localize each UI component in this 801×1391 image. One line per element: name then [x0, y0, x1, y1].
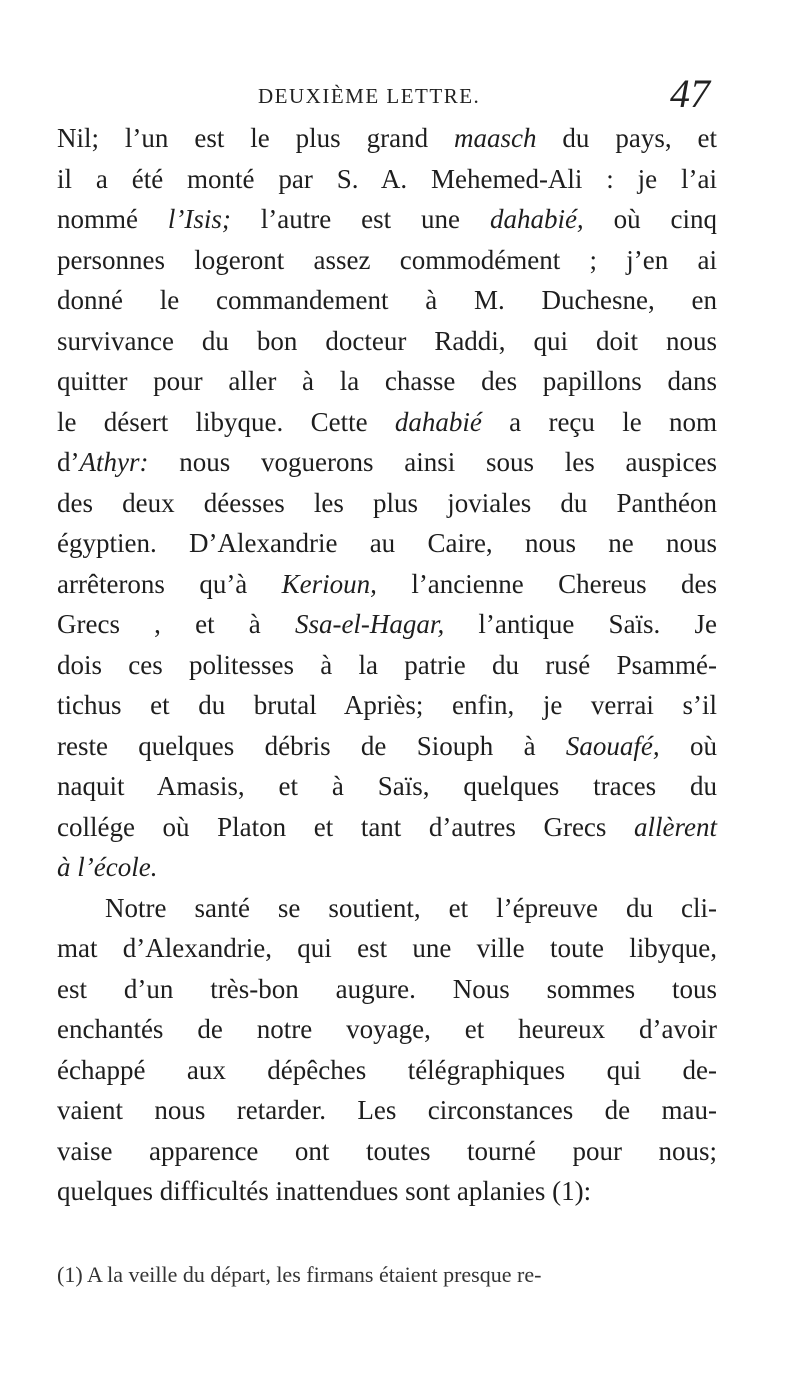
text-run: vaient nous retarder. Les circonstances de mau-	[57, 1095, 717, 1125]
text-run: il a été monté par S. A. Mehemed-Ali : je l’ai	[57, 163, 717, 194]
text-run: mat d’Alexandrie, qui est une ville toute libyque,	[57, 933, 717, 963]
text-line	[57, 847, 717, 888]
text-line	[57, 564, 717, 605]
text-line	[57, 118, 717, 159]
text-run: enchantés de notre voyage, et heureux d’avoir	[57, 1014, 717, 1044]
italic-text: Ssa-el-Hagar,	[294, 609, 445, 639]
text-line	[57, 928, 717, 969]
text-line	[57, 1050, 717, 1091]
italic-text: maasch	[454, 123, 537, 153]
italic-text: l’Isis;	[167, 204, 231, 234]
text-run: collége où Platon et tant d’autres Grecs	[57, 811, 635, 842]
italic-text: Saouafé,	[565, 730, 660, 761]
text-run: le désert libyque. Cette	[57, 406, 395, 437]
text-line	[57, 402, 717, 443]
text-run: survivance du bon docteur Raddi, qui doit nous	[57, 325, 717, 356]
text-run: naquit Amasis, et à Saïs, quelques traces du	[57, 771, 717, 801]
text-run: quitter pour aller à la chasse des papillons dans	[57, 366, 717, 396]
text-run: donné le commandement à M. Duchesne, en	[57, 285, 717, 315]
italic-text: dahabié,	[489, 204, 584, 234]
text-line	[57, 442, 717, 483]
text-line	[57, 483, 717, 524]
text-run: nous voguerons ainsi sous les auspices	[148, 447, 717, 477]
text-line	[57, 361, 717, 402]
text-run: où	[659, 730, 718, 761]
text-run: quelques difficultés inattendues sont aplanies (1):	[57, 1176, 592, 1206]
text-line	[57, 1131, 717, 1172]
text-run: d’	[57, 447, 80, 477]
italic-text: Kerioun,	[281, 568, 377, 599]
text-run: l’autre est une	[230, 204, 490, 234]
text-run: du pays, et	[536, 123, 717, 153]
italic-text: Athyr:	[79, 447, 149, 477]
text-line	[57, 604, 717, 645]
text-run: l’antique Saïs. Je	[444, 609, 717, 639]
text-run: égyptien. D’Alexandrie au Caire, nous ne nous	[57, 528, 717, 558]
italic-text: allèrent	[634, 811, 717, 842]
text-run: Grecs , et à	[57, 609, 295, 639]
text-line	[57, 159, 717, 200]
text-line	[57, 321, 717, 362]
text-run: vaise apparence ont toutes tourné pour nous;	[57, 1135, 717, 1166]
text-run: reste quelques débris de Siouph à	[57, 730, 566, 761]
text-run: dois ces politesses à la patrie du rusé Psammé-	[57, 649, 717, 680]
running-title: DEUXIÈME LETTRE.	[258, 84, 481, 108]
text-run: où cinq	[583, 204, 717, 234]
text-run: échappé aux dépêches télégraphiques qui de-	[57, 1054, 717, 1085]
body-text	[57, 118, 717, 1212]
text-run: arrêterons qu’à	[57, 568, 282, 599]
text-line	[57, 1090, 717, 1131]
text-line	[57, 969, 717, 1010]
text-line	[57, 888, 717, 929]
text-line	[57, 523, 717, 564]
text-run: Nil; l’un est le plus grand	[57, 123, 454, 153]
text-line	[57, 280, 717, 321]
footnote: (1) A la veille du départ, les firmans étaient presque re-	[57, 1262, 542, 1287]
text-run: des deux déesses les plus joviales du Panthéon	[57, 487, 717, 518]
text-line	[57, 645, 717, 686]
text-line	[57, 240, 717, 281]
text-run: Notre santé se soutient, et l’épreuve du cli-	[105, 892, 717, 923]
text-run: est d’un très-bon augure. Nous sommes tous	[57, 973, 717, 1004]
text-line	[57, 685, 717, 726]
text-line	[57, 766, 717, 807]
text-run: l’ancienne Chereus des	[376, 568, 717, 599]
text-line	[57, 199, 717, 240]
text-line	[57, 726, 717, 767]
text-line	[57, 1171, 717, 1212]
italic-text: à l’école.	[57, 852, 158, 882]
text-run: tichus et du brutal Apriès; enfin, je verrai s’il	[57, 690, 717, 720]
text-run: personnes logeront assez commodément ; j’en ai	[57, 244, 717, 275]
italic-text: dahabié	[394, 406, 482, 437]
text-run: a reçu le nom	[481, 406, 717, 437]
page-number: 47	[670, 71, 710, 116]
text-run: nommé	[57, 204, 168, 234]
text-line	[57, 1009, 717, 1050]
text-line	[57, 807, 717, 848]
